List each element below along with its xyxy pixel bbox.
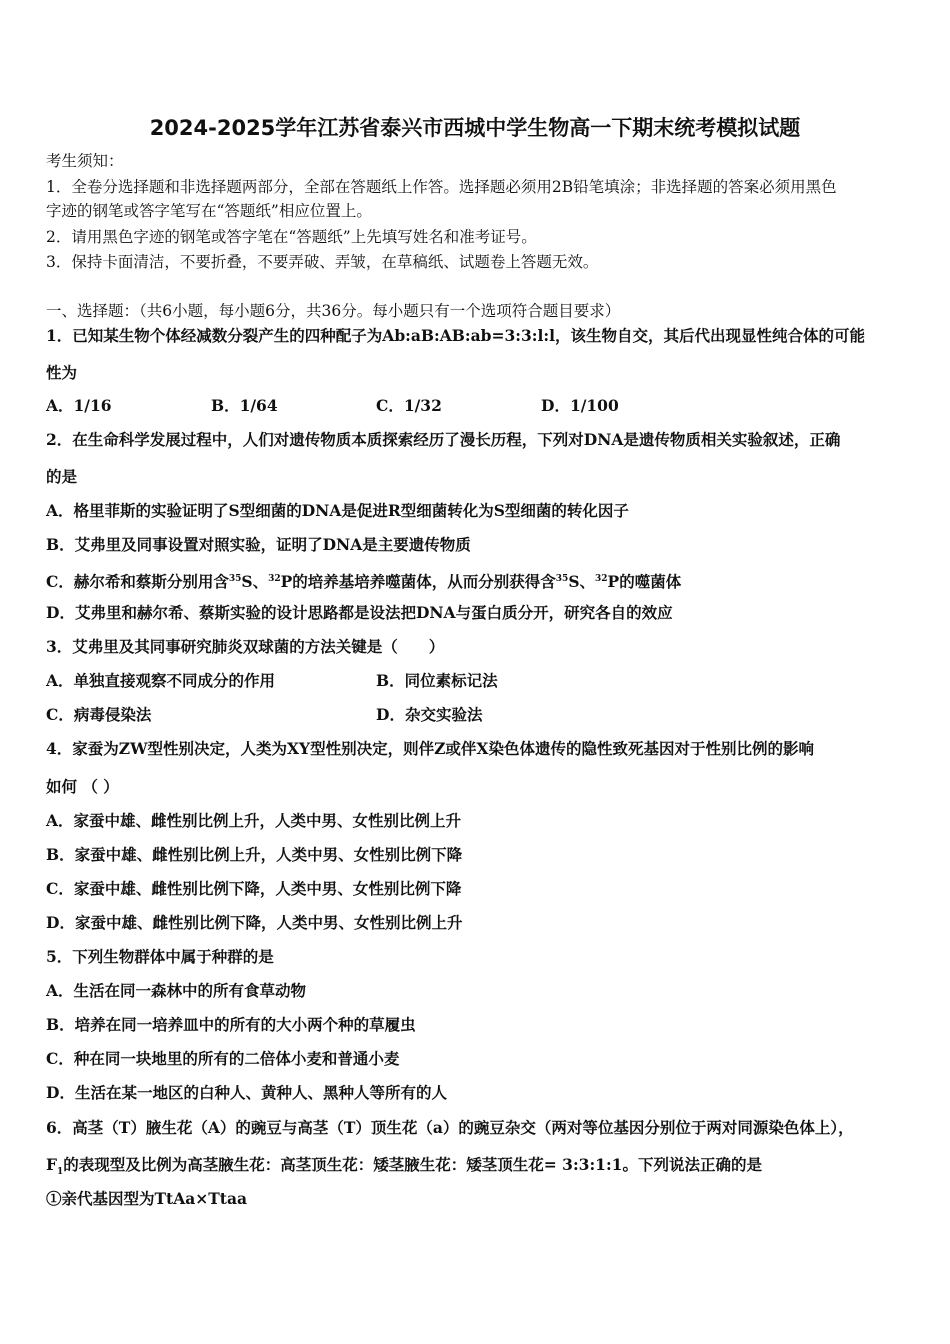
question-1: 1．已知某生物个体经减数分裂产生的四种配子为Ab:aB:AB:ab=3:3:l:l，该生物自交，其后代出现显性纯合体的可能: [46, 326, 865, 345]
question-6-cont: [46, 1155, 762, 1182]
text: S、: [241, 572, 269, 592]
option-a: A．单独直接观察不同成分的作用: [46, 671, 276, 690]
notice-line: 3．保持卡面清洁，不要折叠，不要弄破、弄皱，在草稿纸、试题卷上答题无效。: [46, 253, 599, 271]
text: P的培养基培养噬菌体，从而分别获得含: [280, 572, 556, 592]
option-d: D．生活在某一地区的白种人、黄种人、黑种人等所有的人: [46, 1083, 447, 1102]
text: C．赫尔希和蔡斯分别用含: [46, 572, 229, 592]
page-title: 2024-2025学年江苏省泰兴市西城中学生物高一下期末统考模拟试题: [149, 116, 801, 140]
option-c: C．种在同一块地里的所有的二倍体小麦和普通小麦: [46, 1049, 400, 1068]
option-c: C．家蚕中雄、雌性别比例下降，人类中男、女性别比例下降: [46, 879, 462, 898]
superscript: 32: [595, 574, 608, 584]
option-b: B．家蚕中雄、雌性别比例上升，人类中男、女性别比例下降: [46, 845, 463, 864]
option-a: A．家蚕中雄、雌性别比例上升，人类中男、女性别比例上升: [46, 811, 462, 830]
superscript: 35: [228, 574, 242, 584]
option-c: C．病毒侵染法: [46, 705, 152, 724]
option-c: [46, 569, 681, 592]
superscript: 35: [555, 574, 569, 584]
option-d: D．家蚕中雄、雌性别比例下降，人类中男、女性别比例上升: [46, 913, 463, 932]
question-5: 5．下列生物群体中属于种群的是: [46, 947, 274, 966]
option-b: B．1/64: [211, 396, 278, 415]
notice-line: 字迹的钢笔或答字笔写在“答题纸”相应位置上。: [46, 202, 372, 220]
option-b: B．艾弗里及同事设置对照实验，证明了DNA是主要遗传物质: [46, 535, 471, 554]
option-a: A．生活在同一森林中的所有食草动物: [46, 981, 307, 1000]
question-2-cont: 的是: [46, 467, 78, 486]
option-b: B．培养在同一培养皿中的所有的大小两个种的草履虫: [46, 1015, 416, 1034]
statement-1: ①亲代基因型为TtAa×Ttaa: [46, 1189, 248, 1208]
notice-heading: 考生须知：: [46, 152, 124, 170]
text: S、: [568, 572, 596, 592]
question-3: 3．艾弗里及其同事研究肺炎双球菌的方法关键是（ ）: [46, 637, 445, 656]
text: P的噬菌体: [607, 572, 682, 592]
option-d: D．艾弗里和赫尔希、蔡斯实验的设计思路都是设法把DNA与蛋白质分开，研究各自的效应: [46, 603, 673, 622]
option-a: A．1/16: [46, 396, 112, 415]
option-c: C．1/32: [376, 396, 442, 415]
question-2: 2．在生命科学发展过程中，人们对遗传物质本质探索经历了漫长历程，下列对DNA是遗传物质相关实验叙述，正确: [46, 430, 841, 449]
notice-line: 1．全卷分选择题和非选择题两部分，全部在答题纸上作答。选择题必须用2B铅笔填涂；非选择题的答案必须用黑色: [46, 178, 837, 196]
question-1-cont: 性为: [46, 363, 78, 382]
section-heading: 一、选择题：（共6小题，每小题6分，共36分。每小题只有一个选项符合题目要求）: [46, 302, 621, 320]
superscript: 32: [268, 574, 281, 584]
option-a: A．格里菲斯的实验证明了S型细菌的DNA是促进R型细菌转化为S型细菌的转化因子: [46, 501, 629, 520]
question-4-cont: 如何 （ ）: [46, 777, 119, 796]
question-4: 4．家蚕为ZW型性别决定，人类为XY型性别决定，则伴Z或伴X染色体遗传的隐性致死基因对于性别比例的影响: [46, 739, 814, 758]
option-d: D．杂交实验法: [376, 705, 483, 724]
subscript: 1: [57, 1167, 64, 1178]
notice-line: 2．请用黑色字迹的钢笔或答字笔在“答题纸”上先填写姓名和准考证号。: [46, 228, 537, 246]
question-6: 6．高茎（T）腋生花（A）的豌豆与高茎（T）顶生花（a）的豌豆杂交（两对等位基因分别位于两对同源染色体上），: [46, 1118, 854, 1137]
text: 的表现型及比例为高茎腋生花：高茎顶生花：矮茎腋生花：矮茎顶生花= 3:3:1:1。下列说法正确的是: [63, 1155, 762, 1174]
option-b: B．同位素标记法: [376, 671, 498, 690]
text: F: [46, 1155, 58, 1174]
option-d: D．1/100: [541, 396, 619, 415]
